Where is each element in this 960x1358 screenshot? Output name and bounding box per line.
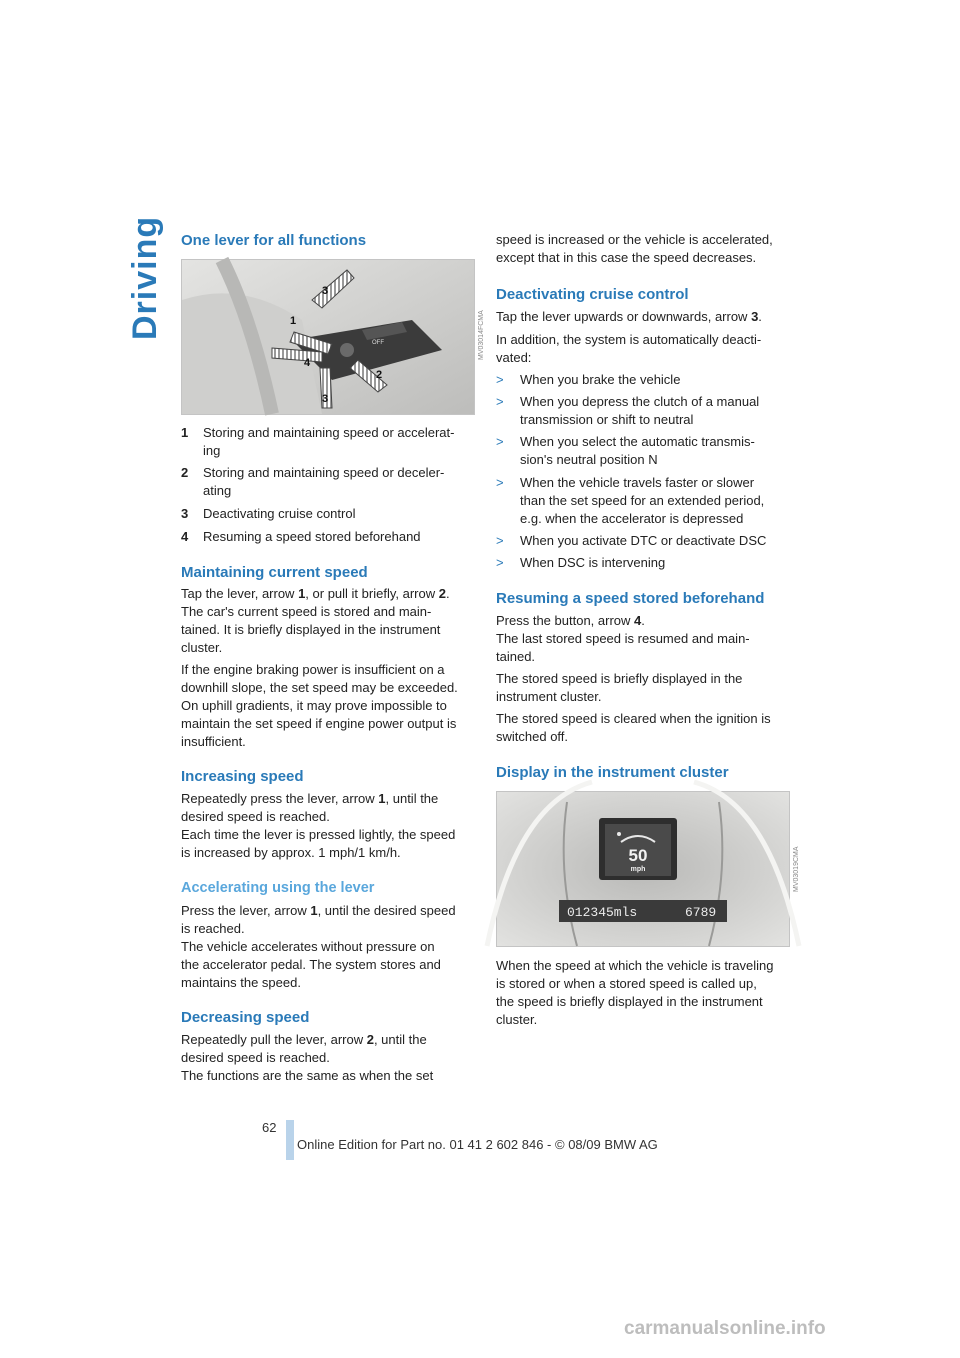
- cruise-lever-illustration: [182, 260, 474, 414]
- display-paragraph: When the speed at which the vehicle is traveling is stored or when a stored speed is called up, the speed is briefly displayed in the instrument cluster.: [496, 958, 774, 1027]
- display-unit: mph: [630, 866, 646, 873]
- heading-one-lever: One lever for all functions: [181, 232, 367, 249]
- page-number: 62: [262, 1120, 277, 1135]
- watermark: carmanualsonline.info: [624, 1318, 826, 1339]
- svg-text:OFF: OFF: [372, 340, 384, 346]
- arrow-label-1: 1: [290, 315, 297, 327]
- resume-paragraph-1: Press the button, arrow 4. The last stored speed is resumed and main- tained.: [496, 613, 750, 664]
- heading-decreasing: Decreasing speed: [181, 1009, 310, 1026]
- display-odometer: 012345mls: [567, 905, 638, 920]
- figure-instrument-cluster: [496, 791, 800, 947]
- arrow-label-3-top: 3: [322, 285, 329, 297]
- heading-resuming: Resuming a speed stored beforehand: [496, 590, 765, 607]
- arrow-label-2: 2: [376, 369, 383, 381]
- maintain-paragraph-1: Tap the lever, arrow 1, or pull it briefly, arrow 2. The car's current speed is stored and main- tained. It is briefly displayed in the instrument cluster.: [181, 586, 450, 655]
- bullet-arrow-icon: >: [496, 394, 504, 409]
- deact-paragraph-2: In addition, the system is automatically deacti- vated:: [496, 332, 762, 365]
- heading-display: Display in the instrument cluster: [496, 764, 729, 781]
- bullet-arrow-icon: >: [496, 533, 504, 548]
- figure-code: MV03019CMA: [793, 846, 800, 892]
- edition-text: Online Edition for Part no. 01 41 2 602 846 - © 08/09 BMW AG: [297, 1137, 658, 1152]
- continued-paragraph: speed is increased or the vehicle is accelerated, except that in this case the speed decreases.: [496, 232, 773, 265]
- decrease-paragraph: Repeatedly pull the lever, arrow 2, until the desired speed is reached. The functions are the same as when the set: [181, 1032, 434, 1083]
- instrument-cluster-illustration: [497, 792, 789, 946]
- resume-paragraph-3: The stored speed is cleared when the ignition is switched off.: [496, 711, 771, 744]
- heading-deactivating: Deactivating cruise control: [496, 286, 689, 303]
- heading-increasing: Increasing speed: [181, 768, 304, 785]
- deact-paragraph-1: Tap the lever upwards or downwards, arrow 3.: [496, 309, 762, 324]
- section-tab-label: Driving: [126, 215, 164, 340]
- bullet-arrow-icon: >: [496, 434, 504, 449]
- bullet-arrow-icon: >: [496, 372, 504, 387]
- accel-paragraph: Press the lever, arrow 1, until the desired speed is reached. The vehicle accelerates without pressure on the accelerator pedal. The system stores and maintains the speed.: [181, 903, 456, 990]
- footer-bar: [286, 1120, 294, 1160]
- display-trip: 6789: [685, 905, 717, 920]
- heading-accelerating: Accelerating using the lever: [181, 880, 375, 896]
- increase-paragraph: Repeatedly press the lever, arrow 1, until the desired speed is reached. Each time the lever is pressed lightly, the speed is increased by approx. 1 mph/1 km/h.: [181, 791, 456, 860]
- display-speed: 50: [628, 846, 648, 865]
- figure-code: MV03014FCMA: [478, 310, 485, 360]
- figure-cruise-lever: [181, 259, 485, 415]
- section-tab: [126, 215, 164, 340]
- arrow-label-4: 4: [304, 357, 311, 369]
- bullet-arrow-icon: >: [496, 555, 504, 570]
- arrow-label-3-bottom: 3: [322, 393, 329, 405]
- maintain-paragraph-2: If the engine braking power is insufficient on a downhill slope, the set speed may be exceeded. On uphill gradients, it may prove impossible to maintain the set speed if engine power output is insufficient.: [181, 662, 458, 749]
- heading-maintaining: Maintaining current speed: [181, 564, 368, 581]
- bullet-arrow-icon: >: [496, 475, 504, 490]
- resume-paragraph-2: The stored speed is briefly displayed in the instrument cluster.: [496, 671, 743, 704]
